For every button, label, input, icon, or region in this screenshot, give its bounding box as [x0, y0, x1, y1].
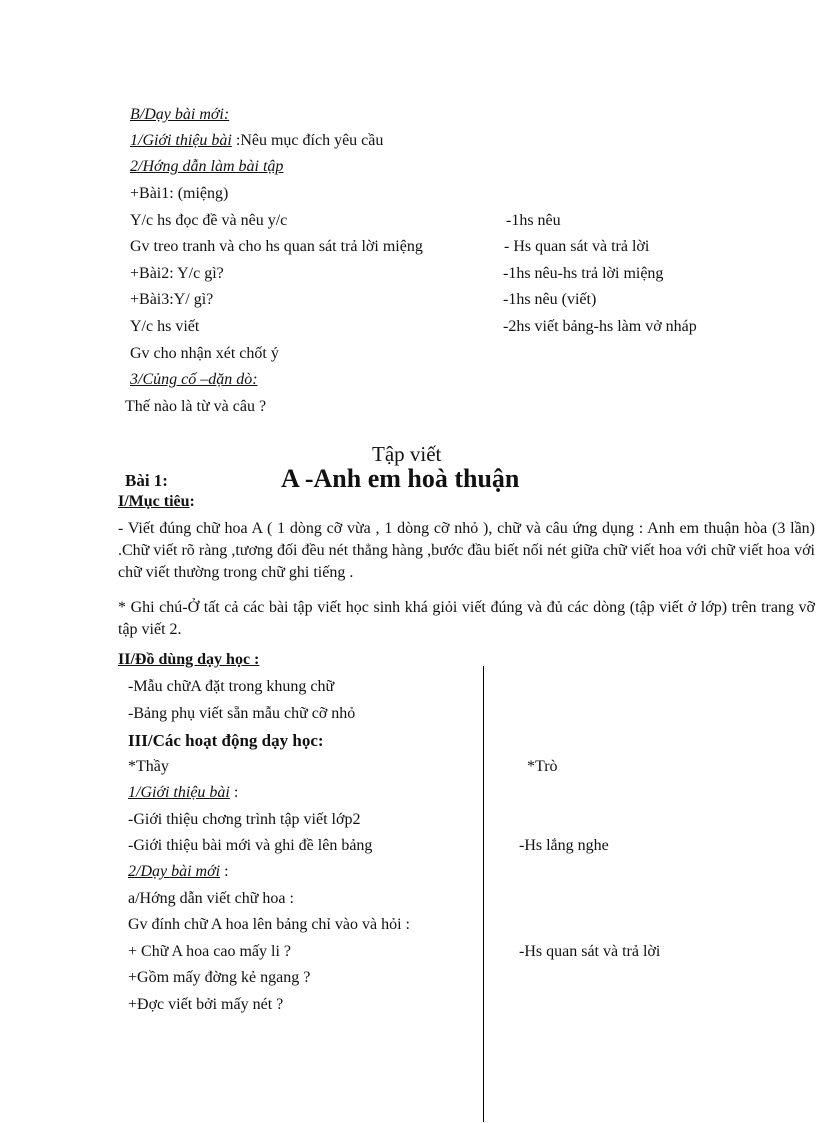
intro-lesson-label: 1/Giới thiệu bài	[128, 784, 230, 801]
column-divider	[483, 666, 484, 1122]
subject-title: Tập viết	[372, 442, 442, 466]
row5-teacher: Y/c hs viết	[130, 318, 200, 335]
question-strokes: +Đợc viết bởi mấy nét ?	[128, 996, 284, 1013]
material-1: -Mẫu chữA đặt trong khung chữ	[128, 678, 335, 695]
exercise-1: +Bài1: (miệng)	[130, 185, 229, 202]
intro-new-lesson: -Giới thiệu bài mới và ghi đề lên bảng	[128, 837, 373, 854]
intro-lesson-colon: :	[229, 784, 239, 801]
guide-heading: 2/Hớng dẫn làm bài tập	[130, 158, 284, 175]
teacher-column-label: *Thầy	[128, 758, 169, 775]
row4-student: -1hs nêu (viết)	[503, 291, 597, 308]
intro-lesson-line	[128, 783, 238, 803]
question-height: + Chữ A hoa cao mấy li ?	[128, 943, 291, 960]
note-paragraph: * Ghi chú-Ở tất cả các bài tập viết học sinh khá giỏi viết đúng và đủ các dòng (tập viết ở lớp) trên trang vỡ tập viết 2.	[118, 599, 815, 638]
intro-program: -Giới thiệu chơng trình tập viết lớp2	[128, 811, 361, 828]
row2-student: - Hs quan sát và trả lời	[504, 238, 650, 255]
material-2: -Bảng phụ viết sẵn mẫu chữ cỡ nhỏ	[128, 705, 356, 722]
teach-new-lesson-colon: :	[220, 863, 229, 880]
question-lines: +Gồm mấy đờng kẻ ngang ?	[128, 969, 311, 986]
row5-student: -2hs viết bảng-hs làm vở nháp	[503, 318, 697, 335]
intro-label: 1/Giới thiệu bài	[130, 132, 232, 149]
objectives-label: I/Mục tiêu	[118, 493, 190, 510]
row6-teacher: Gv cho nhận xét chốt ý	[130, 345, 279, 362]
activities-heading: III/Các hoạt động dạy học:	[128, 731, 324, 750]
intro-line	[130, 131, 383, 151]
materials-heading: II/Đồ dùng dạy học :	[118, 651, 260, 668]
student-listen: -Hs lắng nghe	[519, 837, 609, 854]
question-line: Thế nào là từ và câu ?	[125, 398, 267, 415]
teach-new-lesson-label: 2/Dạy bài mới	[128, 863, 221, 880]
row2-teacher: Gv treo tranh và cho hs quan sát trả lời miệng	[130, 238, 423, 255]
consolidation-heading: 3/Củng cố –dặn dò:	[130, 371, 258, 388]
lesson-number: Bài 1:	[125, 471, 168, 490]
row1-student: -1hs nêu	[506, 212, 561, 229]
row3-student: -1hs nêu-hs trả lời miệng	[503, 265, 664, 282]
objectives-colon: :	[189, 493, 195, 510]
objective-paragraph: - Viết đúng chữ hoa A ( 1 dòng cỡ vừa , 1 dòng cỡ nhỏ ), chữ và câu ứng dụng : Anh em thuận hòa (3 lần) .Chữ viết rõ ràng ,tương đối đều nét thẳng hàng ,bước đầu biết nối nét giữa chữ viết hoa với chữ viết hoa với chữ viết thường trong chữ ghi tiếng .	[118, 520, 815, 581]
teach-new-lesson-line	[128, 862, 229, 882]
row3-teacher: +Bài2: Y/c gì?	[130, 265, 224, 282]
student-column-label: *Trò	[527, 758, 558, 775]
row4-teacher: +Bài3:Y/ gì?	[130, 291, 214, 308]
lesson-title: A -Anh em hoà thuận	[281, 464, 520, 493]
heading-day-bai-moi: B/Dạy bài mới:	[130, 106, 230, 123]
student-observe-answer: -Hs quan sát và trả lời	[519, 943, 661, 960]
intro-text: :Nêu mục đích yêu cầu	[231, 132, 384, 149]
teacher-shows-letter: Gv đính chữ A hoa lên bảng chỉ vào và hỏi :	[128, 916, 410, 933]
row1-teacher: Y/c hs đọc đề và nêu y/c	[130, 212, 288, 229]
guide-capital-letter: a/Hớng dẫn viết chữ hoa :	[128, 890, 294, 907]
objectives-heading	[118, 492, 195, 512]
